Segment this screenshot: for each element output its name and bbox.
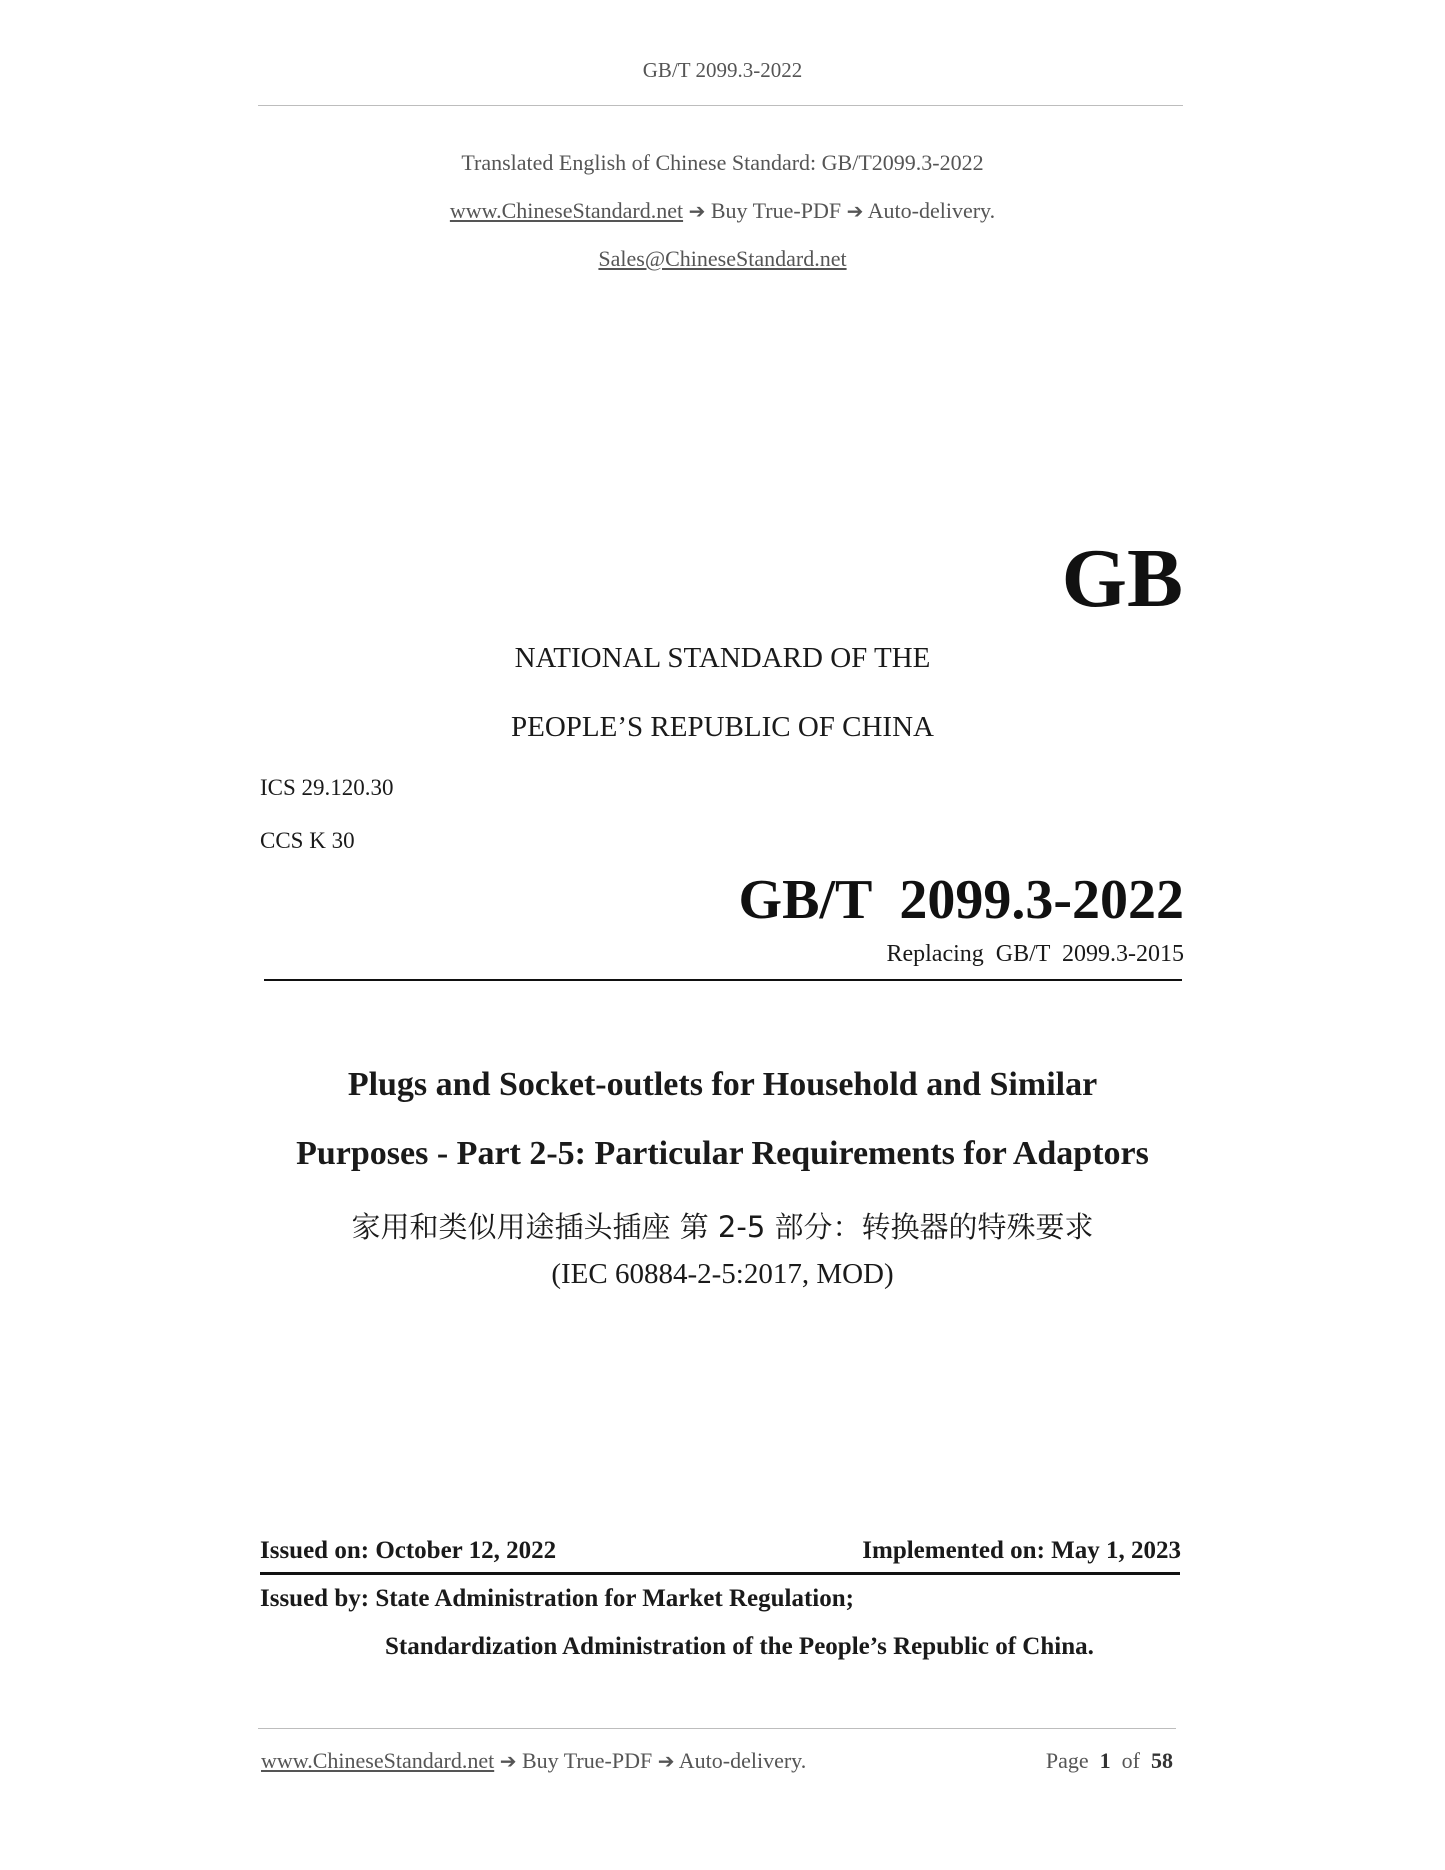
national-standard-line2: PEOPLE’S REPUBLIC OF CHINA bbox=[511, 711, 934, 743]
issued-by-line2: Standardization Administration of the People’s Republic of China. bbox=[385, 1633, 1094, 1660]
footer-buy-text: Buy True-PDF bbox=[521, 1748, 653, 1773]
issued-on-date: Issued on: October 12, 2022 bbox=[260, 1537, 557, 1564]
standard-number: GB/T 2099.3-2022 bbox=[738, 869, 1184, 931]
footer-divider bbox=[258, 1728, 1176, 1729]
right-arrow-icon: ➔ bbox=[688, 199, 706, 223]
page-label: Page bbox=[1045, 1748, 1089, 1773]
site-link[interactable]: www.ChineseStandard.net bbox=[449, 198, 684, 223]
translation-notice: Translated English of Chinese Standard: GB/T2099.3-2022 bbox=[461, 150, 984, 175]
running-header-title: GB/T 2099.3-2022 bbox=[642, 58, 803, 82]
gb-logo: GB bbox=[1061, 532, 1183, 625]
document-title-chinese: 家用和类似用途插头插座 第 2-5 部分：转换器的特殊要求 bbox=[351, 1210, 1094, 1244]
buy-true-pdf-text: Buy True-PDF bbox=[710, 198, 842, 223]
sales-email-link[interactable]: Sales@ChineseStandard.net bbox=[598, 246, 847, 271]
issued-by-line1: Issued by: State Administration for Market Regulation; bbox=[260, 1585, 854, 1612]
promo-line bbox=[0, 198, 1445, 224]
right-arrow-icon: ➔ bbox=[499, 1749, 517, 1773]
ccs-code: CCS K 30 bbox=[260, 828, 355, 853]
auto-delivery-text: Auto-delivery. bbox=[867, 198, 996, 223]
replacing-standard: Replacing GB/T 2099.3-2015 bbox=[886, 941, 1184, 967]
iec-reference: (IEC 60884-2-5:2017, MOD) bbox=[551, 1258, 894, 1290]
page-current: 1 bbox=[1099, 1748, 1111, 1773]
page-of: of bbox=[1121, 1748, 1140, 1773]
footer-promo bbox=[261, 1748, 806, 1774]
dates-divider bbox=[260, 1572, 1180, 1575]
page-number bbox=[1046, 1748, 1173, 1774]
implemented-on-date: Implemented on: May 1, 2023 bbox=[862, 1537, 1181, 1564]
footer-site-link[interactable]: www.ChineseStandard.net bbox=[261, 1748, 495, 1773]
sales-email-line bbox=[0, 246, 1445, 272]
ics-code: ICS 29.120.30 bbox=[260, 775, 394, 800]
national-standard-line1: NATIONAL STANDARD OF THE bbox=[514, 642, 931, 674]
right-arrow-icon: ➔ bbox=[846, 199, 864, 223]
title-divider bbox=[264, 979, 1182, 981]
footer-delivery-text: Auto-delivery. bbox=[678, 1748, 807, 1773]
document-title-line2: Purposes - Part 2-5: Particular Requirements for Adaptors bbox=[296, 1135, 1149, 1172]
document-title-line1: Plugs and Socket-outlets for Household and Similar bbox=[347, 1066, 1098, 1103]
right-arrow-icon: ➔ bbox=[657, 1749, 675, 1773]
header-divider bbox=[258, 105, 1183, 106]
page-total: 58 bbox=[1151, 1748, 1173, 1773]
